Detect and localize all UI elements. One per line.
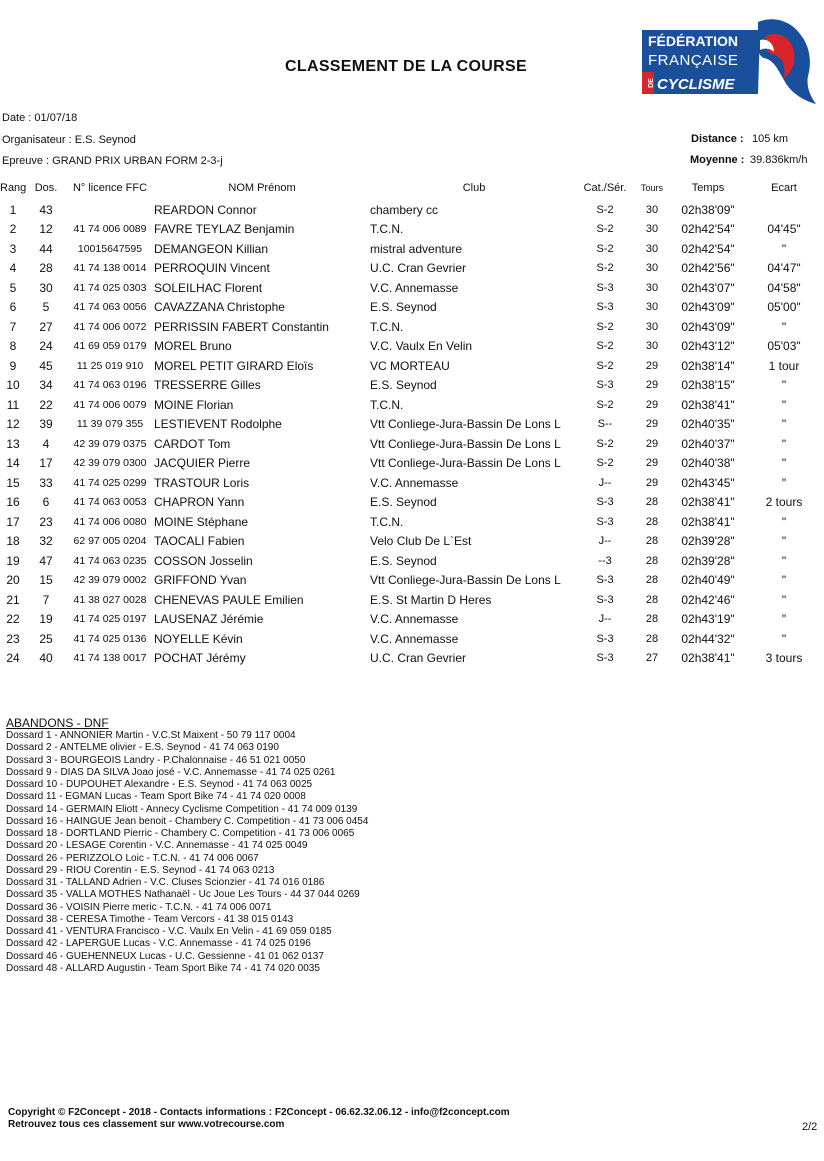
cell-ecart: " [781,592,787,607]
cell-cat: S-3 [596,515,614,528]
cell-club: mistral adventure [370,241,463,256]
abandon-item: Dossard 26 - PERIZZOLO Loic - T.C.N. - 41 74 006 0067 [6,852,259,864]
col-header-licence: N° licence FFC [72,182,148,194]
cell-tours: 28 [645,515,659,528]
cell-cat: S-3 [596,652,614,665]
cell-temps: 02h44'32" [681,631,735,646]
cell-rang: 10 [6,378,20,393]
cell-dossard: 19 [39,612,53,627]
cell-ecart: " [781,514,787,529]
cell-tours: 29 [645,379,659,392]
cell-temps: 02h38'14" [681,358,735,373]
abandons-list [6,730,368,975]
cell-licence: 41 69 059 0179 [73,340,147,353]
cell-club: E.S. St Martin D Heres [370,592,492,607]
cell-nom: MOINE Stéphane [154,514,249,529]
cell-dossard: 6 [42,495,50,510]
cell-club: U.C. Cran Gevrier [370,261,467,276]
cell-nom: NOYELLE Kévin [154,631,243,646]
cell-nom: LESTIEVENT Rodolphe [154,417,282,432]
cell-ecart: " [781,241,787,256]
cell-ecart: " [781,456,787,471]
cell-cat: S-2 [596,242,614,255]
cell-temps: 02h40'49" [681,573,735,588]
cell-nom: CHENEVAS PAULE Emilien [154,592,304,607]
cell-temps: 02h43'12" [681,339,735,354]
cell-ecart: " [781,436,787,451]
cell-temps: 02h43'45" [681,475,735,490]
results-table [0,182,824,668]
cell-cat: S-3 [596,379,614,392]
cell-nom: REARDON Connor [154,202,257,217]
cell-ecart: " [781,475,787,490]
cell-club: T.C.N. [370,222,404,237]
abandon-item: Dossard 38 - CERESA Timothe - Team Vercors - 41 38 015 0143 [6,913,294,925]
cell-club: E.S. Seynod [370,300,437,315]
table-row [0,356,824,376]
table-row [0,200,824,220]
cell-nom: PERRISSIN FABERT Constantin [154,319,329,334]
cell-cat: S-3 [596,632,614,645]
cell-ecart: 05'03" [767,339,801,354]
cell-temps: 02h38'15" [681,378,735,393]
cell-club: E.S. Seynod [370,495,437,510]
abandon-item: Dossard 16 - HAINGUE Jean benoit - Chambery C. Competition - 41 73 006 0454 [6,815,369,827]
cell-cat: --3 [598,554,612,567]
cell-licence: 41 74 006 0080 [73,515,147,528]
table-row [0,337,824,357]
cell-club: Vtt Conliege-Jura-Bassin De Lons L [370,573,561,588]
cell-rang: 18 [6,534,20,549]
col-header-dossard: Dos. [34,182,58,194]
cell-licence: 41 74 006 0072 [73,320,147,333]
cell-temps: 02h38'41" [681,651,735,666]
cell-ecart: " [781,612,787,627]
cell-cat: S-2 [596,320,614,333]
cell-licence: 41 74 006 0079 [73,398,147,411]
table-row [0,278,824,298]
cell-ecart: " [781,631,787,646]
cell-club: T.C.N. [370,397,404,412]
cell-dossard: 12 [39,222,53,237]
cell-tours: 29 [645,418,659,431]
cell-nom: COSSON Josselin [154,553,253,568]
abandons-title: ABANDONS - DNF [6,716,109,730]
cell-temps: 02h42'54" [681,241,735,256]
cell-cat: S-2 [596,457,614,470]
cell-ecart: " [781,417,787,432]
footer [8,1107,510,1131]
cell-temps: 02h39'28" [681,553,735,568]
cell-nom: TRESSERRE Gilles [154,378,261,393]
cell-nom: CAVAZZANA Christophe [154,300,285,315]
cell-temps: 02h42'56" [681,261,735,276]
cell-club: U.C. Cran Gevrier [370,651,467,666]
cell-cat: S-2 [596,437,614,450]
cell-cat: J-- [598,535,612,548]
cell-licence: 41 74 025 0299 [73,476,147,489]
cell-licence: 41 74 063 0196 [73,379,147,392]
cell-rang: 22 [6,612,20,627]
cell-rang: 12 [6,417,20,432]
page-title: CLASSEMENT DE LA COURSE [285,58,527,75]
cell-ecart [744,200,824,220]
logo-line2: FRANÇAISE [648,52,739,69]
table-row [0,473,824,493]
abandon-item: Dossard 46 - GUEHENNEUX Lucas - U.C. Gessienne - 41 01 062 0137 [6,950,324,962]
cell-tours: 28 [645,574,659,587]
cell-temps: 02h39'28" [681,534,735,549]
cell-licence: 62 97 005 0204 [73,535,147,548]
cell-ecart: 3 tours [765,651,803,666]
cell-temps: 02h38'41" [681,495,735,510]
table-row [0,298,824,318]
col-header-cat: Cat./Sér. [583,182,627,194]
cell-club: E.S. Seynod [370,378,437,393]
cell-tours: 29 [645,398,659,411]
cell-licence: 41 74 063 0056 [73,301,147,314]
table-row [0,512,824,532]
cell-licence: 41 38 027 0028 [73,593,147,606]
cell-temps: 02h40'35" [681,417,735,432]
abandon-item: Dossard 29 - RIOU Corentin - E.S. Seynod - 41 74 063 0213 [6,864,275,876]
cell-club: V.C. Annemasse [370,475,459,490]
cell-nom: CHAPRON Yann [154,495,245,510]
cell-nom: TAOCALI Fabien [154,534,245,549]
col-header-club: Club [462,182,486,194]
cell-cat: J-- [598,476,612,489]
cell-nom: MOINE Florian [154,397,234,412]
table-row [0,259,824,279]
cell-club: Vtt Conliege-Jura-Bassin De Lons L [370,417,561,432]
cell-temps: 02h38'09" [681,202,735,217]
cell-tours: 29 [645,437,659,450]
cell-cat: S-2 [596,340,614,353]
cell-dossard: 32 [39,534,53,549]
col-header-temps: Temps [691,182,725,194]
col-header-tours: Tours [640,183,663,193]
cell-nom: TRASTOUR Loris [154,475,250,490]
abandon-item: Dossard 18 - DORTLAND Pierric - Chambery C. Competition - 41 73 006 0065 [6,828,355,839]
cell-nom: DEMANGEON Killian [154,241,269,256]
cell-rang: 3 [9,241,17,256]
cell-nom: MOREL Bruno [154,339,232,354]
abandon-item: Dossard 14 - GERMAIN Eliott - Annecy Cyclisme Competition - 41 74 009 0139 [6,803,358,815]
cell-tours: 30 [645,301,659,314]
table-row [0,454,824,474]
cell-dossard: 24 [39,339,53,354]
abandon-item: Dossard 41 - VENTURA Francisco - V.C. Vaulx En Velin - 41 69 059 0185 [6,926,332,937]
cell-dossard: 28 [39,261,53,276]
cell-dossard: 23 [39,514,53,529]
cell-nom: MOREL PETIT GIRARD Eloïs [154,358,314,373]
cell-rang: 21 [6,592,20,607]
cell-licence: 41 74 006 0089 [73,223,147,236]
cell-rang: 20 [6,573,20,588]
table-row [0,395,824,415]
cell-licence [66,200,154,220]
cell-licence: 11 39 079 355 [76,418,144,431]
table-row [0,571,824,591]
cell-club: V.C. Annemasse [370,612,459,627]
cell-nom: LAUSENAZ Jérémie [154,612,264,627]
cell-dossard: 40 [39,651,53,666]
cell-tours: 29 [645,359,659,372]
cell-rang: 6 [9,300,17,315]
cell-tours: 30 [645,340,659,353]
cell-rang: 8 [9,339,17,354]
cell-cat: S-3 [596,301,614,314]
cell-dossard: 44 [39,241,53,256]
abandon-item: Dossard 2 - ANTELME olivier - E.S. Seynod - 41 74 063 0190 [6,742,279,754]
cell-club: V.C. Vaulx En Velin [370,339,473,354]
cell-tours: 30 [645,223,659,236]
cell-club: Vtt Conliege-Jura-Bassin De Lons L [370,456,561,471]
cell-ecart: " [781,378,787,393]
table-row [0,415,824,435]
cell-tours: 28 [645,496,659,509]
logo-line1: FÉDÉRATION [648,33,738,49]
cell-temps: 02h38'41" [681,514,735,529]
cell-temps: 02h43'07" [681,280,735,295]
table-row [0,590,824,610]
cell-licence: 41 74 138 0017 [73,652,147,665]
cell-temps: 02h42'54" [681,222,735,237]
cell-ecart: " [781,319,787,334]
cell-ecart: " [781,573,787,588]
cell-licence: 10015647595 [77,242,143,255]
cell-dossard: 7 [42,592,50,607]
cell-dossard: 47 [39,553,53,568]
cell-club: T.C.N. [370,514,404,529]
cell-rang: 2 [9,222,17,237]
cell-tours: 28 [645,632,659,645]
cell-dossard: 5 [42,300,50,315]
logo-line3: CYCLISME [657,76,735,93]
cell-cat: S-2 [596,398,614,411]
cell-nom: CARDOT Tom [154,436,231,451]
cell-cat: S-3 [596,574,614,587]
cell-dossard: 39 [39,417,53,432]
table-row [0,239,824,259]
abandon-item: Dossard 31 - TALLAND Adrien - V.C. Cluses Scionzier - 41 74 016 0186 [6,877,325,888]
distance-value: 105 km [752,133,789,145]
cell-ecart: " [781,534,787,549]
cell-club: Velo Club De L`Est [370,534,472,549]
cell-ecart: " [781,397,787,412]
ffc-logo [640,16,816,108]
cell-licence: 42 39 079 0002 [73,574,147,587]
cell-rang: 7 [9,319,17,334]
table-row [0,493,824,513]
cell-rang: 1 [9,202,17,217]
table-header-row [0,182,824,200]
cell-tours: 28 [645,554,659,567]
cell-nom: JACQUIER Pierre [154,456,251,471]
col-header-nom: NOM Prénom [228,182,296,194]
cell-dossard: 45 [39,358,53,373]
cell-tours: 30 [645,320,659,333]
cell-tours: 30 [645,262,659,275]
cell-licence: 41 74 063 0235 [73,554,147,567]
cell-rang: 13 [6,436,20,451]
cell-dossard: 34 [39,378,53,393]
cell-rang: 17 [6,514,20,529]
table-row [0,532,824,552]
cell-tours: 29 [645,457,659,470]
cell-tours: 30 [645,203,659,216]
cell-rang: 23 [6,631,20,646]
cell-ecart: 04'47" [767,261,801,276]
table-row [0,629,824,649]
cell-cat: J-- [598,613,612,626]
abandon-item: Dossard 42 - LAPERGUE Lucas - V.C. Annemasse - 41 74 025 0196 [6,938,311,950]
cell-temps: 02h40'37" [681,436,735,451]
cell-ecart: 2 tours [765,495,803,510]
cell-cat: S-- [597,418,613,431]
footer-website: Retrouvez tous ces classement sur www.votrecourse.com [8,1119,285,1130]
cell-cat: S-2 [596,262,614,275]
abandon-item: Dossard 35 - VALLA MOTHES Nathanaël - Uc Joue Les Tours - 44 37 044 0269 [6,889,360,901]
cell-dossard: 30 [39,280,53,295]
abandons-section [6,716,368,975]
logo-de: DE [648,78,655,88]
cell-ecart: 1 tour [768,358,800,373]
cell-ecart: 04'58" [767,280,801,295]
cell-rang: 9 [9,358,17,373]
cell-rang: 5 [9,280,17,295]
cell-club: V.C. Annemasse [370,280,459,295]
cell-rang: 14 [6,456,20,471]
footer-copyright: Copyright © F2Concept - 2018 - Contacts informations : F2Concept - 06.62.32.06.12 - info@f2concept.com [8,1107,510,1118]
cell-dossard: 22 [39,397,53,412]
moyenne-label: Moyenne : [690,154,745,166]
cell-temps: 02h42'46" [681,592,735,607]
col-header-rang: Rang [0,182,27,194]
cell-club: VC MORTEAU [370,358,450,373]
cell-cat: S-3 [596,281,614,294]
abandon-item: Dossard 36 - VOISIN Pierre meric - T.C.N. - 41 74 006 0071 [6,901,272,913]
table-row [0,434,824,454]
cell-temps: 02h40'38" [681,456,735,471]
cell-rang: 4 [9,261,17,276]
cell-licence: 41 74 025 0303 [73,281,147,294]
abandon-item: Dossard 11 - EGMAN Lucas - Team Sport Bike 74 - 41 74 020 0008 [6,791,306,803]
race-event: Epreuve : GRAND PRIX URBAN FORM 2-3-j [2,155,223,167]
distance-label: Distance : [691,133,744,145]
cell-licence: 41 74 025 0197 [73,613,147,626]
cell-rang: 24 [6,651,20,666]
cell-tours: 29 [645,476,659,489]
cell-nom: SOLEILHAC Florent [154,280,263,295]
cell-tours: 30 [645,242,659,255]
table-row [0,610,824,630]
abandon-item: Dossard 1 - ANNONIER Martin - V.C.St Maixent - 50 79 117 0004 [6,730,296,741]
cell-cat: S-2 [596,223,614,236]
cell-rang: 19 [6,553,20,568]
col-header-ecart: Ecart [771,182,797,194]
cell-nom: POCHAT Jérémy [154,651,246,666]
cell-tours: 28 [645,613,659,626]
cell-club: chambery cc [370,202,439,217]
cell-cat: S-2 [596,203,614,216]
table-row [0,376,824,396]
cell-dossard: 27 [39,319,53,334]
page-number: 2/2 [802,1121,818,1133]
abandon-item: Dossard 3 - BOURGEOIS Landry - P.Chalonnaise - 46 51 021 0050 [6,754,306,766]
abandon-item: Dossard 48 - ALLARD Augustin - Team Sport Bike 74 - 41 74 020 0035 [6,962,320,974]
cell-club: Vtt Conliege-Jura-Bassin De Lons L [370,436,561,451]
cell-club: V.C. Annemasse [370,631,459,646]
cell-cat: S-3 [596,593,614,606]
cell-cat: S-3 [596,496,614,509]
cell-nom: PERROQUIN Vincent [154,261,270,276]
cell-licence: 11 25 019 910 [76,359,144,372]
cell-rang: 11 [6,397,20,412]
cell-temps: 02h43'09" [681,300,735,315]
cell-dossard: 33 [39,475,53,490]
cell-temps: 02h43'19" [681,612,735,627]
cell-ecart: " [781,553,787,568]
table-row [0,551,824,571]
cell-dossard: 4 [42,436,50,451]
moyenne-value: 39.836km/h [750,154,808,166]
cell-cat: S-2 [596,359,614,372]
cell-tours: 28 [645,535,659,548]
cell-tours: 30 [645,281,659,294]
cell-nom: GRIFFOND Yvan [154,573,247,588]
cell-licence: 42 39 079 0300 [73,457,147,470]
cell-licence: 42 39 079 0375 [73,437,147,450]
cell-licence: 41 74 063 0053 [73,496,147,509]
table-row [0,317,824,337]
cell-club: T.C.N. [370,319,404,334]
abandon-item: Dossard 20 - LESAGE Corentin - V.C. Annemasse - 41 74 025 0049 [6,840,308,852]
cell-licence: 41 74 138 0014 [73,262,147,275]
table-row [0,220,824,240]
cell-tours: 28 [645,593,659,606]
cell-temps: 02h38'41" [681,397,735,412]
cell-licence: 41 74 025 0136 [73,632,147,645]
abandon-item: Dossard 10 - DUPOUHET Alexandre - E.S. Seynod - 41 74 063 0025 [6,779,313,790]
cell-club: E.S. Seynod [370,553,437,568]
cell-dossard: 15 [39,573,53,588]
cell-dossard: 17 [39,456,53,471]
cell-nom: FAVRE TEYLAZ Benjamin [154,222,295,237]
abandon-item: Dossard 9 - DIAS DA SILVA Joao josé - V.C. Annemasse - 41 74 025 0261 [6,766,336,778]
cell-ecart: 05'00" [767,300,801,315]
cell-ecart: 04'45" [767,222,801,237]
cell-temps: 02h43'09" [681,319,735,334]
table-row [0,649,824,669]
race-organiser: Organisateur : E.S. Seynod [2,134,136,146]
cell-dossard: 43 [39,202,53,217]
race-date: Date : 01/07/18 [2,112,78,124]
cell-dossard: 25 [39,631,53,646]
cell-rang: 15 [6,475,20,490]
cell-rang: 16 [6,495,20,510]
cell-tours: 27 [645,652,659,665]
